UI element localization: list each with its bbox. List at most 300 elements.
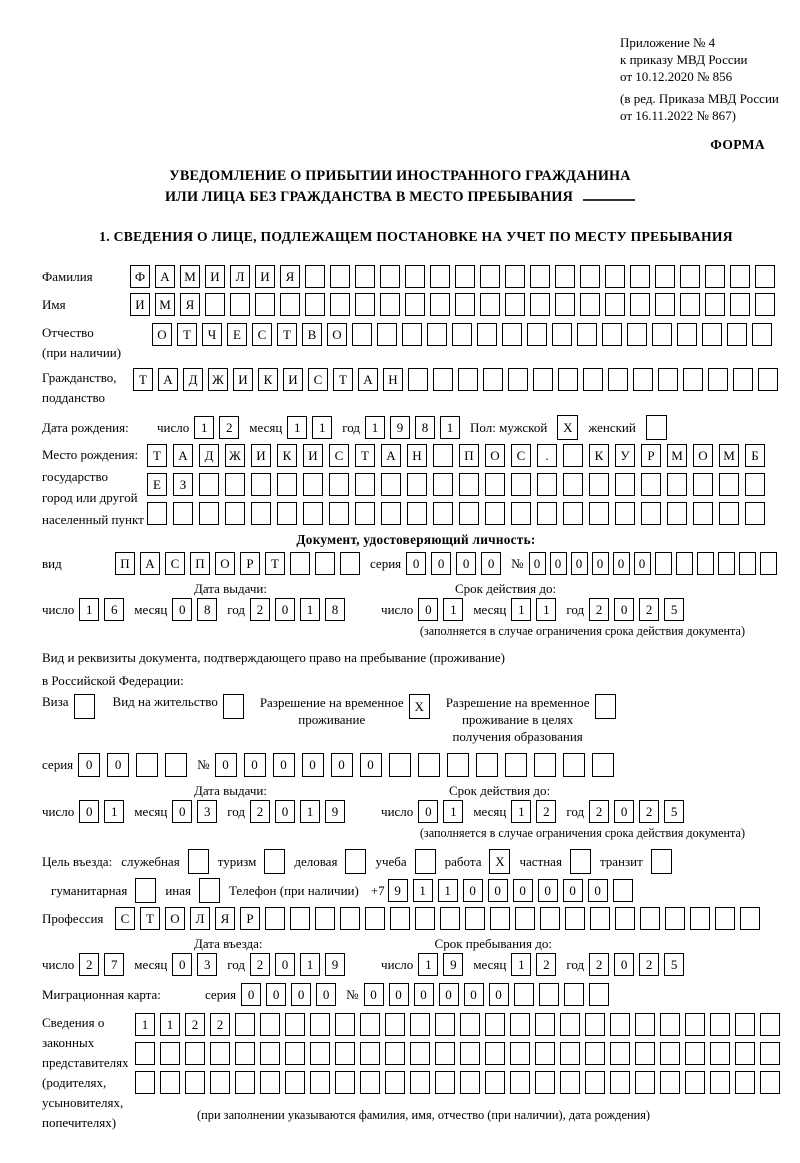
cell[interactable]: 8 [415,416,435,439]
cell[interactable]: И [251,444,271,467]
cell[interactable] [305,265,325,288]
cell[interactable]: А [155,265,175,288]
cell[interactable] [660,1071,680,1094]
cell[interactable]: О [485,444,505,467]
cell[interactable]: 2 [250,598,270,621]
cell[interactable]: 0 [418,800,438,823]
cell[interactable]: Ж [225,444,245,467]
cell[interactable] [533,368,553,391]
cell[interactable]: 2 [219,416,239,439]
cell[interactable] [605,265,625,288]
cell[interactable]: С [329,444,349,467]
cell[interactable]: 0 [364,983,384,1006]
cell[interactable]: Я [280,265,300,288]
purpose-study-checkbox[interactable] [415,849,436,874]
cell[interactable] [310,1013,330,1036]
cell[interactable]: 3 [197,953,217,976]
cell[interactable] [147,502,167,525]
cell[interactable]: О [215,552,235,575]
cell[interactable] [260,1071,280,1094]
cell[interactable] [185,1071,205,1094]
cell[interactable]: И [255,265,275,288]
cell[interactable]: 0 [563,879,583,902]
entry-year-cells[interactable] [250,953,345,976]
cell[interactable]: Н [407,444,427,467]
cell[interactable]: О [693,444,713,467]
cell[interactable] [515,907,535,930]
cell[interactable] [676,552,693,575]
cell[interactable]: Н [383,368,403,391]
cell[interactable]: 0 [275,800,295,823]
cell[interactable]: 1 [160,1013,180,1036]
permit-issue-day-cells[interactable] [79,800,124,823]
cell[interactable]: 1 [443,800,463,823]
cell[interactable] [630,293,650,316]
cell[interactable] [402,323,422,346]
cell[interactable]: 7 [104,953,124,976]
cell[interactable] [405,293,425,316]
cell[interactable] [407,473,427,496]
cell[interactable]: И [233,368,253,391]
cell[interactable] [340,907,360,930]
representatives-row3-cells[interactable] [135,1071,780,1094]
cell[interactable]: 0 [389,983,409,1006]
cell[interactable]: И [303,444,323,467]
cell[interactable] [537,502,557,525]
cell[interactable] [590,907,610,930]
cell[interactable] [303,502,323,525]
cell[interactable]: К [277,444,297,467]
cell[interactable] [718,552,735,575]
cell[interactable] [285,1013,305,1036]
cell[interactable]: 2 [536,800,556,823]
doc-valid-year-cells[interactable] [589,598,684,621]
cell[interactable] [565,907,585,930]
cell[interactable] [563,473,583,496]
cell[interactable]: 0 [172,953,192,976]
cell[interactable]: А [381,444,401,467]
cell[interactable]: 0 [266,983,286,1006]
cell[interactable]: 0 [244,753,266,777]
cell[interactable] [583,368,603,391]
cell[interactable] [335,1042,355,1065]
cell[interactable] [730,293,750,316]
cell[interactable] [430,293,450,316]
cell[interactable] [260,1013,280,1036]
cell[interactable] [610,1071,630,1094]
cell[interactable] [615,473,635,496]
visa-checkbox[interactable] [74,694,95,719]
cell[interactable]: К [258,368,278,391]
cell[interactable] [205,293,225,316]
cell[interactable] [510,1042,530,1065]
cell[interactable]: 0 [513,879,533,902]
cell[interactable] [459,473,479,496]
cell[interactable] [277,502,297,525]
cell[interactable] [415,849,436,874]
cell[interactable]: 0 [550,552,567,575]
cell[interactable] [485,502,505,525]
cell[interactable]: 0 [215,753,237,777]
cell[interactable]: 1 [443,598,463,621]
phone-cells[interactable] [388,879,633,902]
cell[interactable] [739,552,756,575]
cell[interactable]: 0 [331,753,353,777]
cell[interactable] [390,907,410,930]
cell[interactable] [435,1013,455,1036]
cell[interactable] [758,368,778,391]
cell[interactable] [735,1013,755,1036]
cell[interactable] [646,415,667,440]
cell[interactable] [199,473,219,496]
sex-female-checkbox[interactable] [646,415,667,440]
cell[interactable]: 2 [250,800,270,823]
cell[interactable]: Т [133,368,153,391]
cell[interactable] [535,1042,555,1065]
cell[interactable]: 2 [589,800,609,823]
cell[interactable]: 2 [589,953,609,976]
cell[interactable] [635,1042,655,1065]
cell[interactable] [710,1013,730,1036]
cell[interactable] [745,502,765,525]
cell[interactable]: 0 [107,753,129,777]
cell[interactable]: 0 [588,879,608,902]
cell[interactable] [223,694,244,719]
cell[interactable] [251,473,271,496]
purpose-work-checkbox[interactable] [489,849,510,874]
cell[interactable] [705,293,725,316]
cell[interactable]: 0 [172,598,192,621]
cell[interactable] [330,265,350,288]
cell[interactable]: 0 [614,953,634,976]
cell[interactable] [265,907,285,930]
cell[interactable] [697,552,714,575]
cell[interactable] [415,907,435,930]
cell[interactable]: 9 [325,800,345,823]
cell[interactable] [433,368,453,391]
birthplace-row1-cells[interactable] [147,444,765,467]
cell[interactable] [477,323,497,346]
cell[interactable] [185,1042,205,1065]
cell[interactable] [610,1013,630,1036]
cell[interactable] [188,849,209,874]
cell[interactable] [480,293,500,316]
cell[interactable]: X [557,415,578,440]
cell[interactable] [460,1071,480,1094]
cell[interactable]: С [308,368,328,391]
cell[interactable]: 1 [300,953,320,976]
cell[interactable]: 0 [172,800,192,823]
cell[interactable]: 2 [185,1013,205,1036]
cell[interactable]: 0 [592,552,609,575]
purpose-business-checkbox[interactable] [345,849,366,874]
cell[interactable]: О [327,323,347,346]
cell[interactable] [485,473,505,496]
cell[interactable] [305,293,325,316]
cell[interactable]: 8 [325,598,345,621]
permit-series-cells[interactable] [78,753,187,777]
cell[interactable] [602,323,622,346]
cell[interactable] [407,502,427,525]
cell[interactable] [640,907,660,930]
cell[interactable]: П [190,552,210,575]
cell[interactable] [310,1071,330,1094]
cell[interactable] [264,849,285,874]
cell[interactable]: У [615,444,635,467]
cell[interactable]: В [302,323,322,346]
migration-number-cells[interactable] [364,983,609,1006]
cell[interactable] [560,1071,580,1094]
cell[interactable] [430,265,450,288]
cell[interactable]: Р [240,907,260,930]
cell[interactable] [655,293,675,316]
cell[interactable]: Ф [130,265,150,288]
cell[interactable]: 0 [275,953,295,976]
cell[interactable] [433,502,453,525]
cell[interactable] [641,473,661,496]
cell[interactable]: Ч [202,323,222,346]
cell[interactable] [655,552,672,575]
cell[interactable]: Я [180,293,200,316]
cell[interactable]: Т [265,552,285,575]
cell[interactable] [458,368,478,391]
cell[interactable]: 1 [511,598,531,621]
cell[interactable] [563,444,583,467]
cell[interactable] [385,1071,405,1094]
cell[interactable] [285,1071,305,1094]
cell[interactable] [719,502,739,525]
cell[interactable] [563,753,585,777]
cell[interactable] [530,265,550,288]
birth-month-cells[interactable] [287,416,332,439]
cell[interactable] [360,1071,380,1094]
cell[interactable]: Б [745,444,765,467]
cell[interactable] [510,1071,530,1094]
cell[interactable] [385,1042,405,1065]
cell[interactable] [485,1013,505,1036]
cell[interactable]: М [667,444,687,467]
cell[interactable] [577,323,597,346]
cell[interactable] [633,368,653,391]
cell[interactable]: 0 [488,879,508,902]
cell[interactable]: 0 [360,753,382,777]
cell[interactable] [527,323,547,346]
purpose-service-checkbox[interactable] [188,849,209,874]
cell[interactable]: 1 [511,800,531,823]
cell[interactable]: О [152,323,172,346]
cell[interactable] [580,293,600,316]
cell[interactable] [418,753,440,777]
cell[interactable] [530,293,550,316]
cell[interactable] [627,323,647,346]
cell[interactable] [360,1042,380,1065]
cell[interactable]: Т [147,444,167,467]
cell[interactable] [210,1042,230,1065]
cell[interactable] [592,753,614,777]
cell[interactable] [355,265,375,288]
cell[interactable]: А [358,368,378,391]
cell[interactable]: Я [215,907,235,930]
cell[interactable] [560,1013,580,1036]
cell[interactable]: 0 [529,552,546,575]
doc-type-cells[interactable] [115,552,360,575]
sex-male-checkbox[interactable] [557,415,578,440]
cell[interactable] [485,1042,505,1065]
cell[interactable]: 0 [275,598,295,621]
cell[interactable] [381,473,401,496]
cell[interactable] [665,907,685,930]
cell[interactable] [735,1071,755,1094]
cell[interactable] [539,983,559,1006]
cell[interactable] [460,1042,480,1065]
cell[interactable]: Т [140,907,160,930]
cell[interactable] [365,907,385,930]
cell[interactable]: М [155,293,175,316]
cell[interactable] [580,265,600,288]
cell[interactable] [410,1071,430,1094]
doc-issue-day-cells[interactable] [79,598,124,621]
cell[interactable] [455,265,475,288]
cell[interactable] [165,753,187,777]
cell[interactable]: Р [240,552,260,575]
cell[interactable] [303,473,323,496]
cell[interactable] [452,323,472,346]
cell[interactable] [433,444,453,467]
cell[interactable] [408,368,428,391]
cell[interactable] [589,983,609,1006]
cell[interactable] [535,1071,555,1094]
cell[interactable]: 0 [273,753,295,777]
cell[interactable] [345,849,366,874]
doc-number-cells[interactable] [529,552,777,575]
cell[interactable]: 0 [406,552,426,575]
stay-day-cells[interactable] [418,953,463,976]
permit-valid-day-cells[interactable] [418,800,463,823]
profession-cells[interactable] [115,907,760,930]
cell[interactable] [290,552,310,575]
cell[interactable]: 2 [210,1013,230,1036]
cell[interactable]: А [173,444,193,467]
cell[interactable] [385,1013,405,1036]
cell[interactable] [329,502,349,525]
cell[interactable]: 0 [418,598,438,621]
cell[interactable] [730,265,750,288]
cell[interactable]: П [459,444,479,467]
cell[interactable] [760,1071,780,1094]
cell[interactable] [235,1071,255,1094]
permit-valid-year-cells[interactable] [589,800,684,823]
cell[interactable] [605,293,625,316]
cell[interactable]: 0 [538,879,558,902]
cell[interactable]: С [165,552,185,575]
cell[interactable] [435,1042,455,1065]
cell[interactable] [355,293,375,316]
cell[interactable]: 1 [194,416,214,439]
cell[interactable] [380,265,400,288]
birthplace-row2-cells[interactable] [147,473,765,496]
cell[interactable] [136,753,158,777]
purpose-transit-checkbox[interactable] [651,849,672,874]
cell[interactable] [410,1013,430,1036]
birth-year-cells[interactable] [365,416,460,439]
cell[interactable] [683,368,703,391]
cell[interactable] [667,502,687,525]
purpose-private-checkbox[interactable] [570,849,591,874]
stay-year-cells[interactable] [589,953,684,976]
cell[interactable] [740,907,760,930]
cell[interactable]: X [409,694,430,719]
cell[interactable] [540,907,560,930]
cell[interactable]: П [115,552,135,575]
cell[interactable]: 0 [613,552,630,575]
cell[interactable] [558,368,578,391]
doc-issue-year-cells[interactable] [250,598,345,621]
permit-issue-year-cells[interactable] [250,800,345,823]
cell[interactable] [330,293,350,316]
blank-underline[interactable] [583,187,635,201]
cell[interactable] [690,907,710,930]
residence-permit-checkbox[interactable] [223,694,244,719]
cell[interactable] [465,907,485,930]
cell[interactable] [135,1042,155,1065]
cell[interactable] [335,1071,355,1094]
cell[interactable] [505,753,527,777]
cell[interactable] [340,552,360,575]
cell[interactable]: 9 [388,879,408,902]
cell[interactable]: 0 [489,983,509,1006]
patronymic-cells[interactable] [152,323,772,346]
cell[interactable]: 2 [639,953,659,976]
cell[interactable]: Е [147,473,167,496]
cell[interactable] [585,1042,605,1065]
cell[interactable]: 0 [634,552,651,575]
cell[interactable]: А [158,368,178,391]
cell[interactable]: 0 [431,552,451,575]
cell[interactable]: 0 [241,983,261,1006]
representatives-row1-cells[interactable] [135,1013,780,1036]
cell[interactable]: 0 [302,753,324,777]
cell[interactable] [460,1013,480,1036]
cell[interactable] [589,502,609,525]
cell[interactable]: 1 [418,953,438,976]
cell[interactable]: 1 [438,879,458,902]
cell[interactable]: Р [641,444,661,467]
cell[interactable]: 0 [456,552,476,575]
cell[interactable] [511,502,531,525]
permit-valid-month-cells[interactable] [511,800,556,823]
cell[interactable]: О [165,907,185,930]
cell[interactable] [310,1042,330,1065]
cell[interactable] [360,1013,380,1036]
cell[interactable]: 0 [79,800,99,823]
cell[interactable] [685,1071,705,1094]
cell[interactable]: 8 [197,598,217,621]
cell[interactable]: 0 [614,598,634,621]
cell[interactable] [733,368,753,391]
cell[interactable] [563,502,583,525]
cell[interactable] [635,1013,655,1036]
cell[interactable]: X [489,849,510,874]
cell[interactable] [255,293,275,316]
cell[interactable] [315,907,335,930]
cell[interactable]: 5 [664,598,684,621]
cell[interactable] [710,1042,730,1065]
cell[interactable] [160,1071,180,1094]
doc-series-cells[interactable] [406,552,501,575]
cell[interactable]: 0 [614,800,634,823]
cell[interactable] [564,983,584,1006]
cell[interactable]: 2 [79,953,99,976]
